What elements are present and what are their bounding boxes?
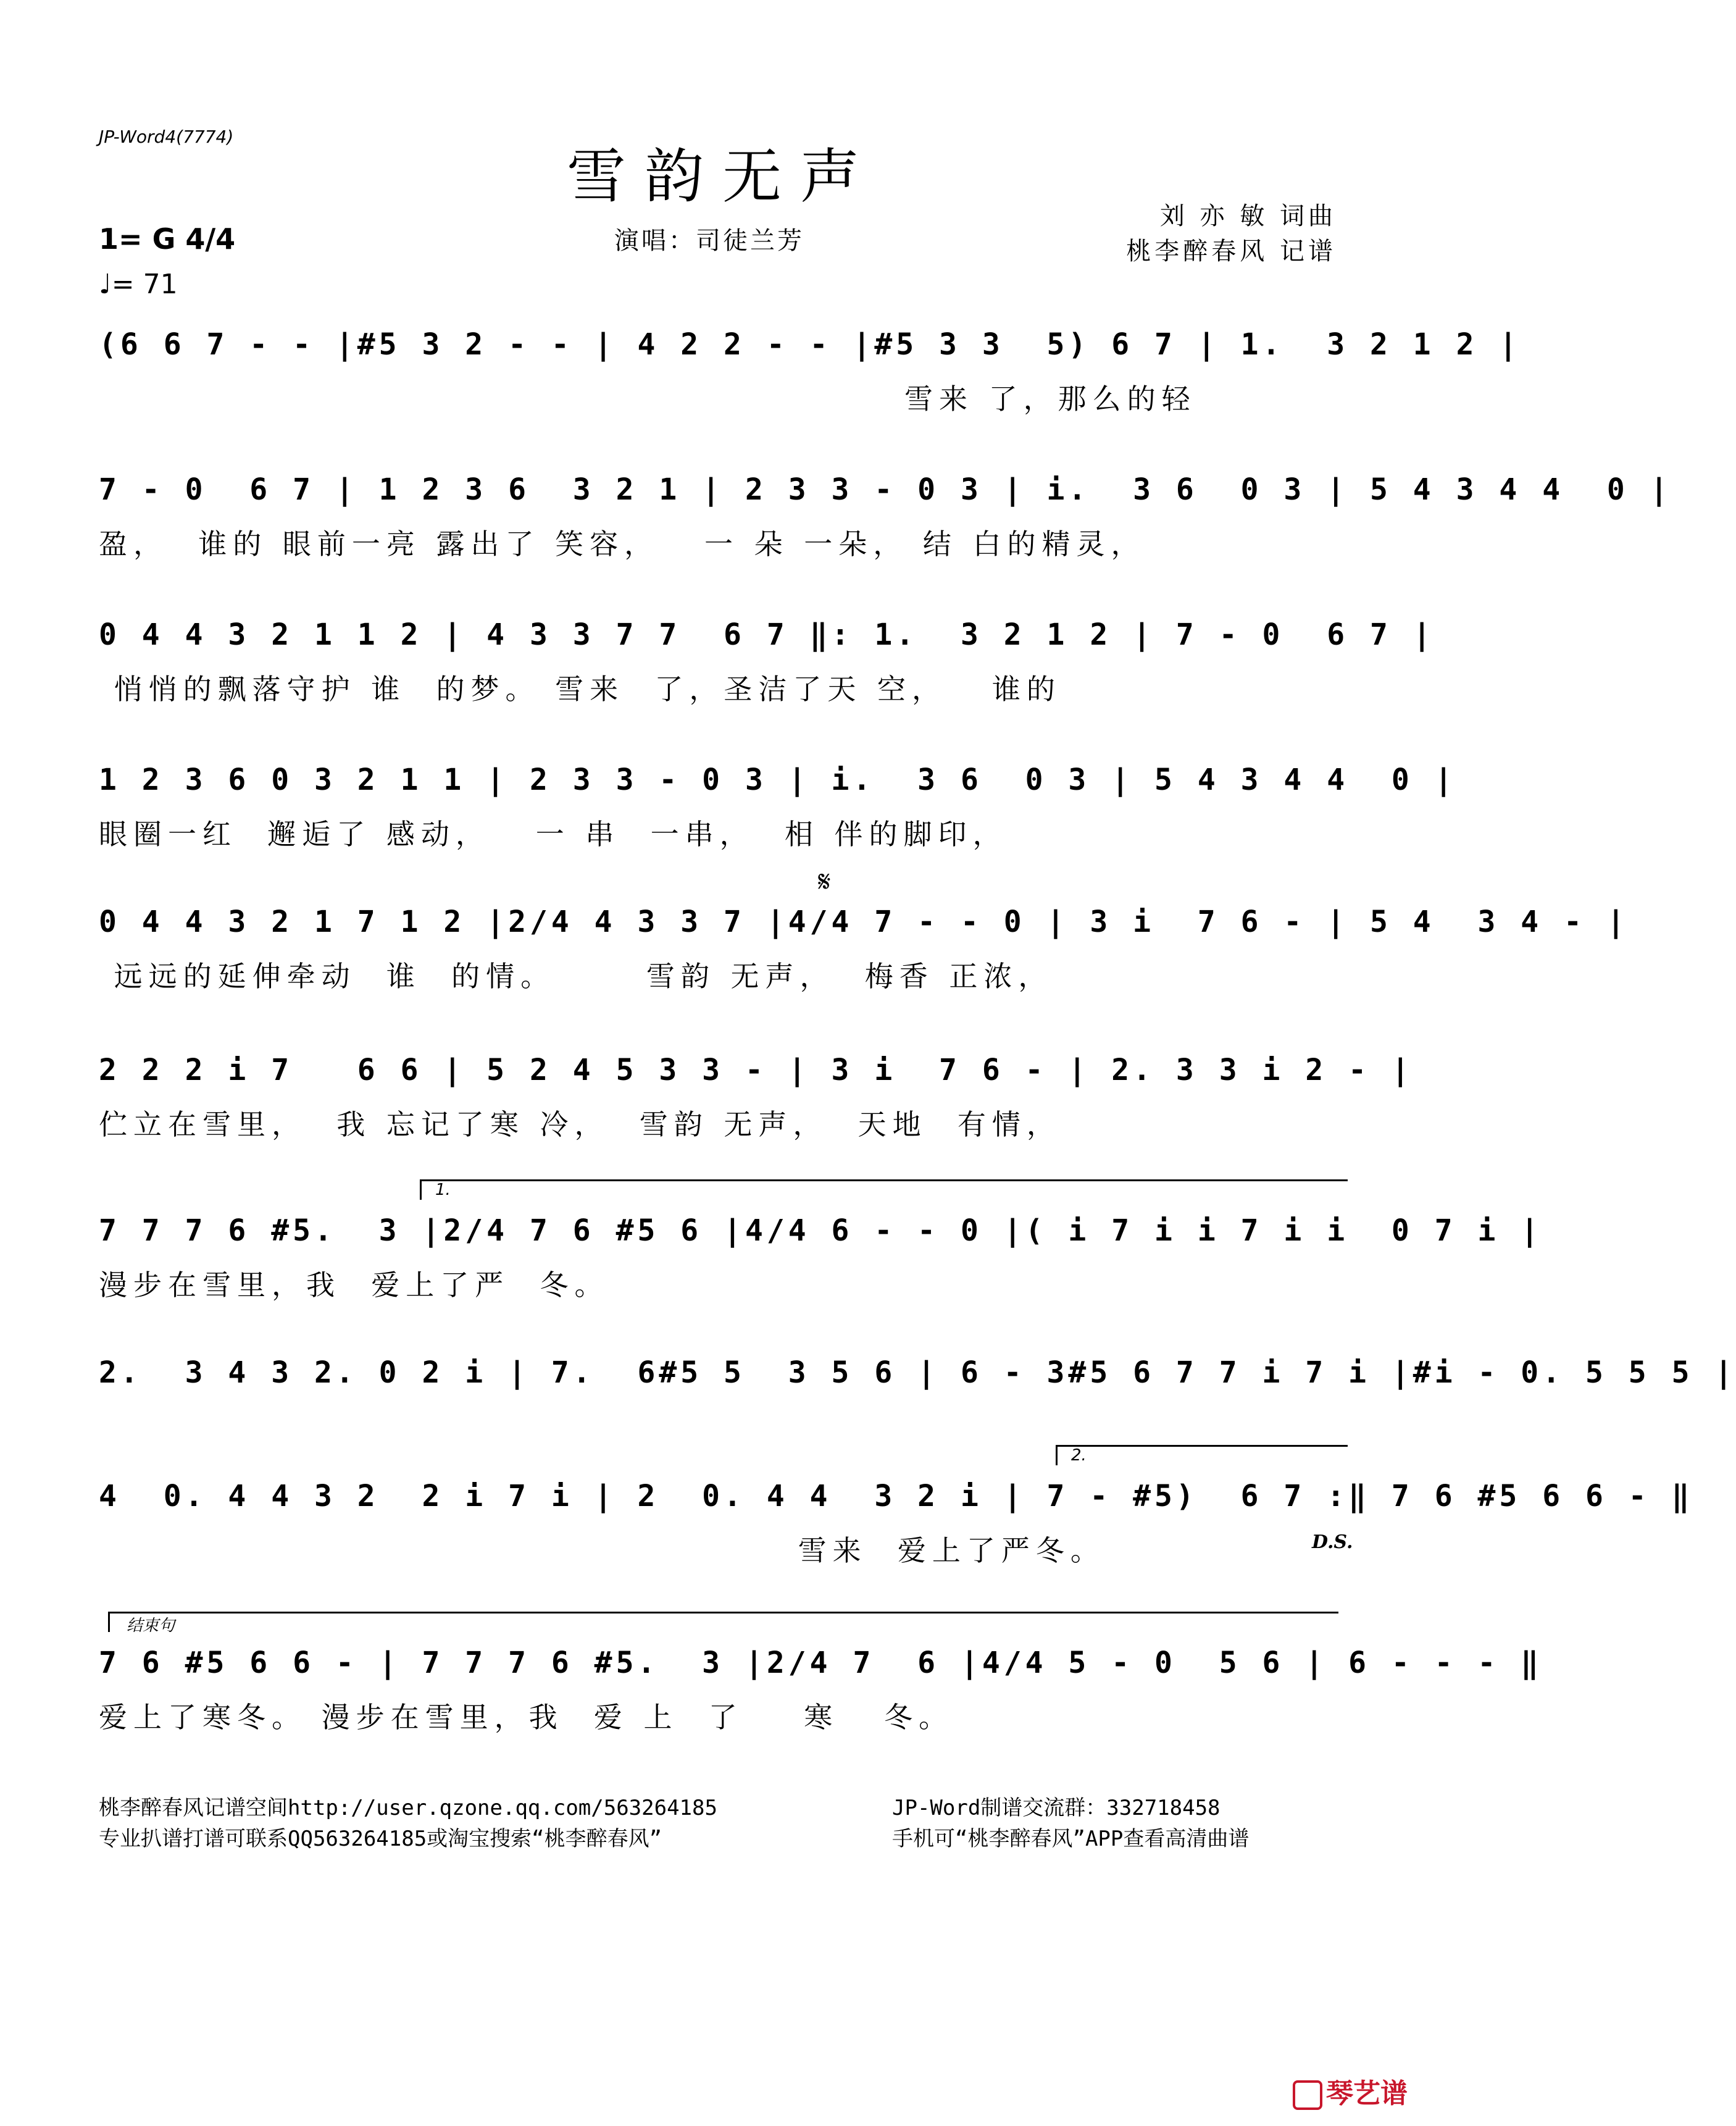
watermark bbox=[1293, 2071, 1408, 2111]
volta-bracket-2 bbox=[1056, 1445, 1348, 1465]
lyrics-line-1: 雪来 了，那么的轻 bbox=[99, 382, 1196, 416]
software-label: JP-Word4(7774) bbox=[99, 127, 234, 147]
notation-line-3: 0 4 4 3 2 1 1 2 | 4 3 3 7 7 6 7 ‖: 1. 3 2 1 2 | 7 - 0 6 7 | bbox=[99, 617, 1435, 652]
singer-credit: 演唱：司徒兰芳 bbox=[614, 227, 804, 255]
ending-bracket bbox=[108, 1612, 1338, 1632]
notation-line-10: 7 6 #5 6 6 - | 7 7 7 6 #5. 3 |2/4 7 6 |4/4 5 - 0 5 6 | 6 - - - ‖ bbox=[99, 1646, 1543, 1680]
footer-right-line-2: 手机可“桃李醉春风”APP查看高清曲谱 bbox=[892, 1827, 1250, 1851]
transcriber-credit: 桃李醉春风 记谱 bbox=[1126, 237, 1337, 266]
notation-line-8: 2. 3 4 3 2. 0 2 i | 7. 6#5 5 3 5 6 | 6 - 3#5 6 7 7 i 7 i |#i - 0. 5 5 5 | bbox=[99, 1355, 1736, 1390]
notation-line-2: 7 - 0 6 7 | 1 2 3 6 3 2 1 | 2 3 3 - 0 3 | i. 3 6 0 3 | 5 4 3 4 4 0 | bbox=[99, 472, 1672, 507]
lyrics-line-5: 远远的延伸牵动 谁 的情。 雪韵 无声， 梅香 正浓， bbox=[99, 960, 1053, 993]
notation-line-1: (6 6 7 - - |#5 3 2 - - | 4 2 2 - - |#5 3 3 5) 6 7 | 1. 3 2 1 2 | bbox=[99, 327, 1521, 362]
watermark-logo-icon bbox=[1293, 2080, 1322, 2110]
footer-left-line-2: 专业扒谱打谱可联系QQ563264185或淘宝搜索“桃李醉春风” bbox=[99, 1827, 662, 1851]
footer-left-line-1: 桃李醉春风记谱空间http://user.qzone.qq.com/563264185 bbox=[99, 1796, 717, 1820]
tempo-mark: ♩= 71 bbox=[99, 269, 178, 300]
lyrics-line-4: 眼圈一红 邂逅了 感动， 一 串 一串， 相 伴的脚印， bbox=[99, 818, 1008, 851]
ds-mark: D.S. bbox=[1312, 1531, 1353, 1553]
volta-bracket-1 bbox=[420, 1179, 1348, 1200]
notation-line-7: 7 7 7 6 #5. 3 |2/4 7 6 #5 6 |4/4 6 - - 0 |( i 7 i i 7 i i 0 7 i | bbox=[99, 1213, 1543, 1248]
notation-line-4: 1 2 3 6 0 3 2 1 1 | 2 3 3 - 0 3 | i. 3 6 0 3 | 5 4 3 4 4 0 | bbox=[99, 763, 1456, 797]
lyrics-line-7: 漫步在雪里，我 爱上了严 冬。 bbox=[99, 1268, 609, 1302]
volta-2-label: 2. bbox=[1071, 1446, 1087, 1465]
ending-label: 结束句 bbox=[127, 1617, 175, 1635]
footer-right-line-1: JP-Word制谱交流群：332718458 bbox=[892, 1796, 1221, 1820]
lyrics-line-3: 悄悄的飘落守护 谁 的梦。 雪来 了，圣洁了天 空， 谁的 bbox=[99, 672, 1061, 706]
lyrics-line-2: 盈， 谁的 眼前一亮 露出了 笑容， 一 朵 一朵， 结 白的精灵， bbox=[99, 527, 1146, 561]
lyrics-line-10: 爱上了寒冬。 漫步在雪里，我 爱 上 了 寒 冬。 bbox=[99, 1701, 954, 1734]
notation-line-9: 4 0. 4 4 3 2 2 i 7 i | 2 0. 4 4 3 2 i | 7 - #5) 6 7 :‖ 7 6 #5 6 6 - ‖ bbox=[99, 1479, 1693, 1513]
lyrics-line-9: 雪来 爱上了严冬。 bbox=[99, 1534, 1105, 1567]
volta-1-label: 1. bbox=[435, 1181, 451, 1199]
segno-sign: 𝄋 bbox=[818, 864, 831, 899]
notation-line-6: 2 2 2 i 7 6 6 | 5 2 4 5 3 3 - | 3 i 7 6 - | 2. 3 3 i 2 - | bbox=[99, 1053, 1413, 1087]
page-title: 雪韵无声 bbox=[567, 142, 878, 211]
composer-credit: 刘 亦 敏 词曲 bbox=[1159, 202, 1337, 230]
notation-line-5: 0 4 4 3 2 1 7 1 2 |2/4 4 3 3 7 |4/4 7 - - 0 | 3 i 7 6 - | 5 4 3 4 - | bbox=[99, 905, 1629, 939]
watermark-text: 琴艺谱 bbox=[1326, 2078, 1408, 2109]
key-signature: 1= G 4/4 bbox=[99, 222, 236, 256]
lyrics-line-6: 伫立在雪里， 我 忘记了寒 冷， 雪韵 无声， 天地 有情， bbox=[99, 1108, 1061, 1141]
